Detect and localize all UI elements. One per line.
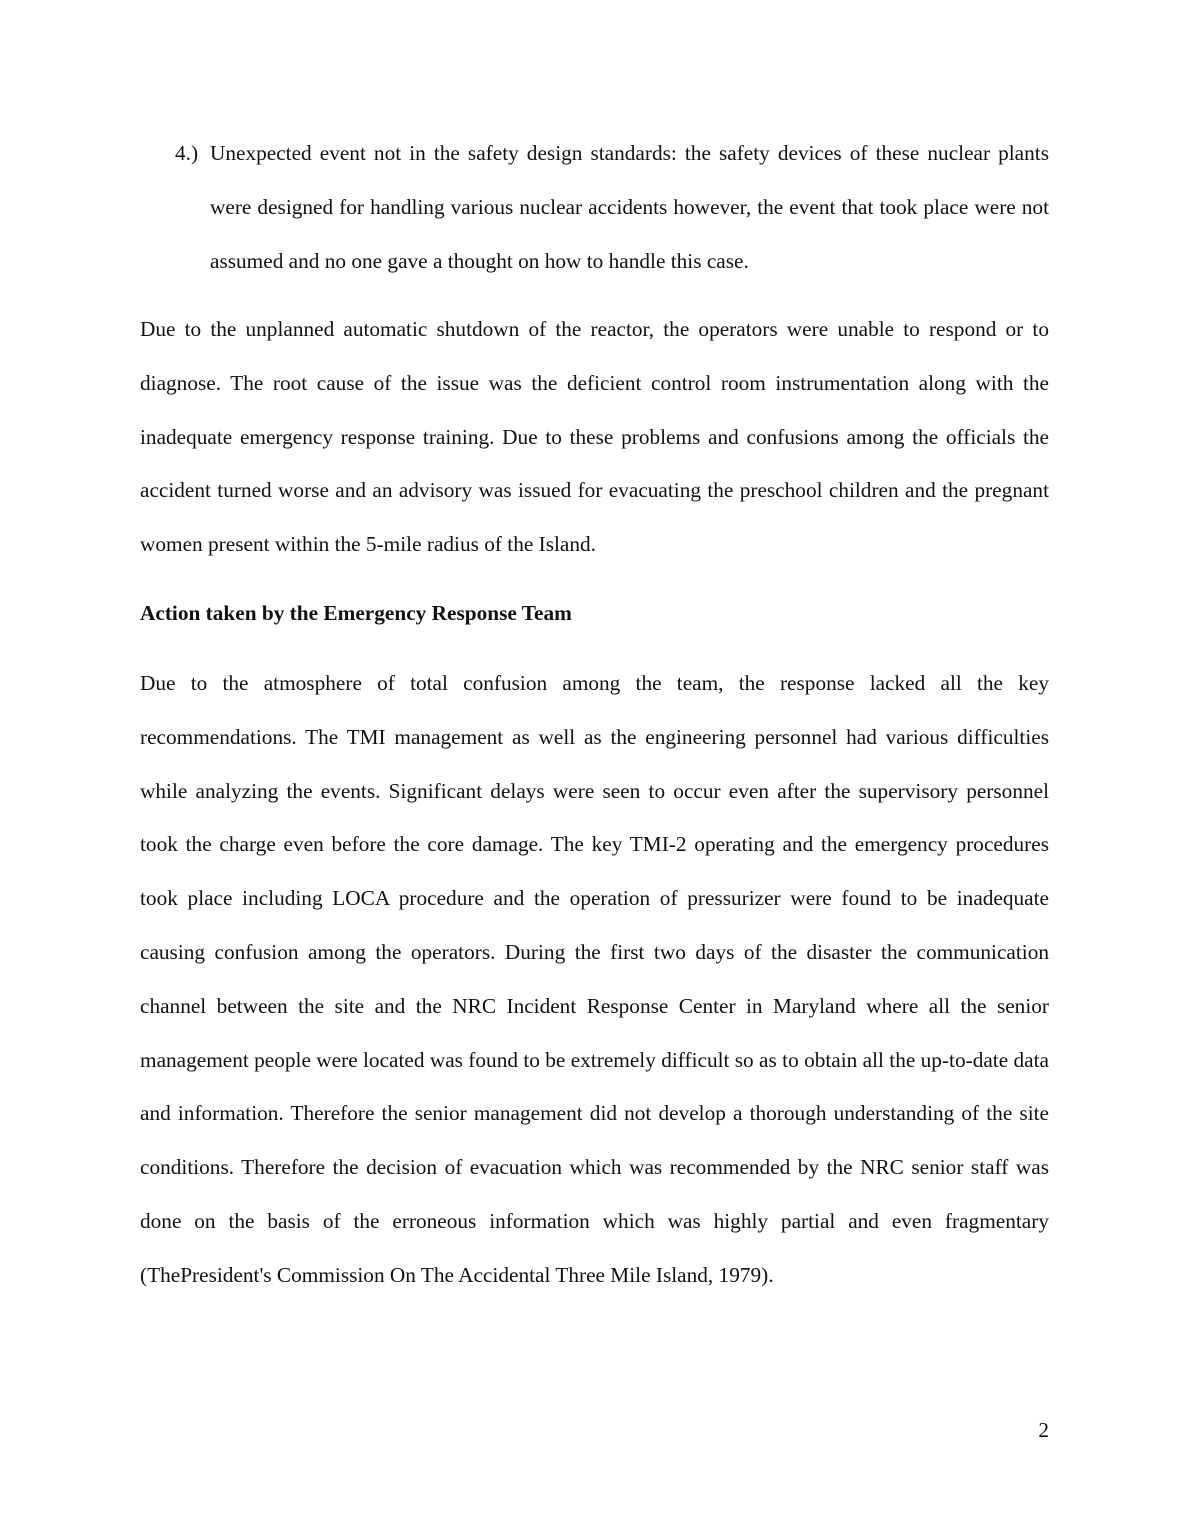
body-paragraph-2: Due to the atmosphere of total confusion among the team, the response lacked all the key recommendations. The TMI management as well as the engineering personnel had various difficulties while analyzing the events. Significant delays were seen to occur even after the supervisory personnel took the charge even before the core damage. The key TMI-2 operating and the emergency procedures took place including LOCA procedure and the operation of pressurizer were found to be inadequate causing confusion among the operators. During the first two days of the disaster the communication channel between the site and the NRC Incident Response Center in Maryland where all the senior management people were located was found to be extremely difficult so as to obtain all the up-to-date data and information. Therefore the senior management did not develop a thorough understanding of the site conditions. Therefore the decision of evacuation which was recommended by the NRC senior staff was done on the basis of the erroneous information which was highly partial and even fragmentary (ThePresident's Commission On The Accidental Three Mile Island, 1979). [140,671,1049,1287]
page-number: 2 [1038,1418,1049,1442]
section-heading: Action taken by the Emergency Response Team [140,601,572,625]
list-item-text: Unexpected event not in the safety design standards: the safety devices of these nuclear plants were designed for handling various nuclear accidents however, the event that took place were not assumed and no one gave a thought on how to handle this case. [210,141,1049,273]
body-paragraph-1: Due to the unplanned automatic shutdown of the reactor, the operators were unable to respond or to diagnose. The root cause of the issue was the deficient control room instrumentation along with the inadequate emergency response training. Due to these problems and confusions among the officials the accident turned worse and an advisory was issued for evacuating the preschool children and the pregnant women present within the 5-mile radius of the Island. [140,317,1049,557]
list-item-number: 4.) [175,141,199,165]
numbered-list-item [175,127,1049,288]
